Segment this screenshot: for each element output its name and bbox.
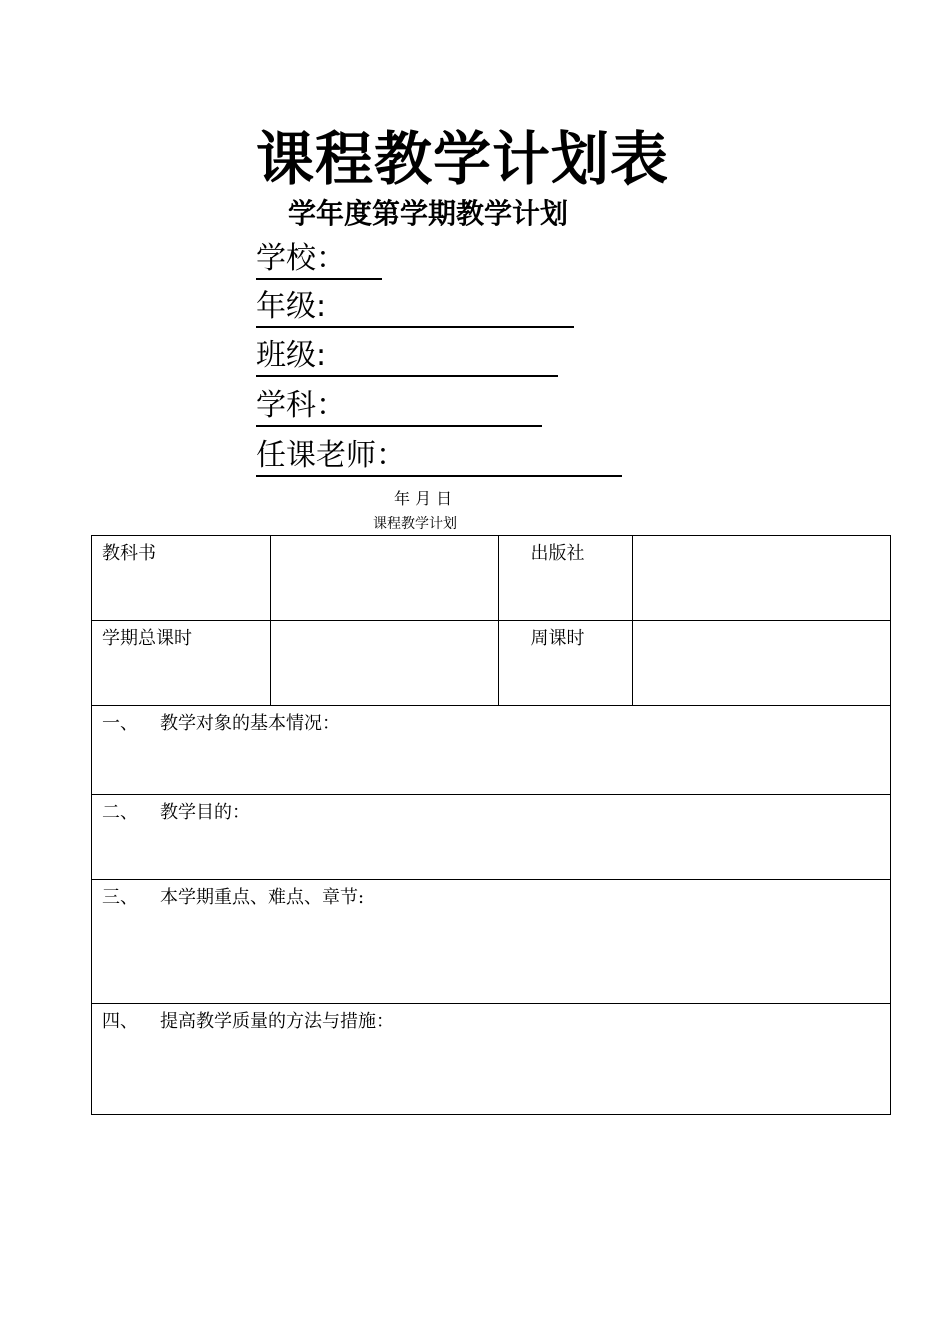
textbook-value[interactable] (270, 536, 499, 621)
table-row (92, 621, 891, 706)
grade-label: 年级: (256, 289, 327, 324)
date-line: 年 月 日 (394, 489, 453, 508)
section-students[interactable] (92, 706, 891, 795)
grade-field[interactable] (256, 288, 574, 328)
section-label: 本学期重点、难点、章节: (160, 887, 365, 908)
table-row (92, 706, 891, 795)
subject-field[interactable] (256, 387, 542, 427)
section-label: 教学对象的基本情况： (160, 713, 340, 734)
weekly-hours-value[interactable] (633, 621, 891, 706)
table-row (92, 536, 891, 621)
page-subtitle: 学年度第学期教学计划 (288, 197, 569, 230)
publisher-label: 出版社 (499, 536, 633, 621)
class-label: 班级: (256, 338, 327, 373)
table-row (92, 1004, 891, 1115)
school-label: 学校： (256, 241, 346, 276)
section-label: 提高教学质量的方法与措施： (160, 1011, 394, 1032)
section-number: 二、 (102, 802, 138, 823)
table-row (92, 880, 891, 1004)
table-caption: 课程教学计划 (373, 516, 457, 532)
plan-table (91, 535, 891, 1115)
section-number: 四、 (102, 1011, 138, 1032)
teacher-label: 任课老师： (256, 438, 406, 473)
textbook-label: 教科书 (92, 536, 271, 621)
school-field[interactable] (256, 240, 382, 280)
class-field[interactable] (256, 337, 558, 377)
section-label: 教学目的： (160, 802, 250, 823)
section-number: 三、 (102, 887, 138, 908)
section-key-points[interactable] (92, 880, 891, 1004)
page-title: 课程教学计划表 (256, 125, 670, 193)
total-hours-value[interactable] (270, 621, 499, 706)
section-goals[interactable] (92, 795, 891, 880)
table-row (92, 795, 891, 880)
weekly-hours-label: 周课时 (499, 621, 633, 706)
subject-label: 学科： (256, 388, 346, 423)
teacher-field[interactable] (256, 437, 622, 477)
section-number: 一、 (102, 713, 138, 734)
total-hours-label: 学期总课时 (92, 621, 271, 706)
publisher-value[interactable] (633, 536, 891, 621)
section-methods[interactable] (92, 1004, 891, 1115)
